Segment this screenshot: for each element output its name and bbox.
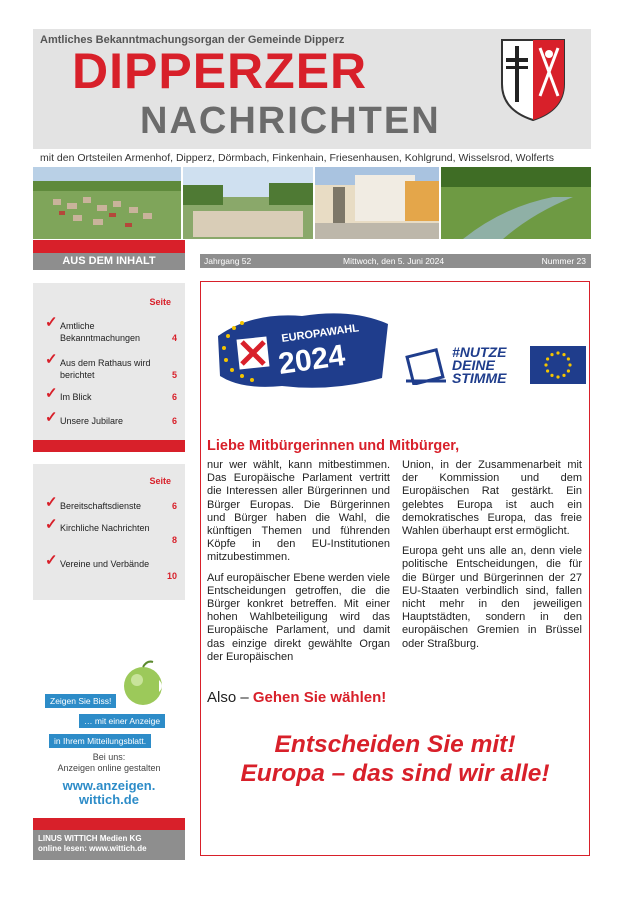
- apple-icon: [119, 658, 167, 706]
- contents-box-2: [33, 464, 185, 600]
- ad-tag-1: Zeigen Sie Biss!: [45, 694, 116, 708]
- ad-url-line1: www.anzeigen.: [62, 778, 156, 793]
- ad-tag-2: … mit einer Anzeige: [79, 714, 165, 728]
- toc-item-label: Aus dem Rathaus wird berichtet: [60, 358, 151, 380]
- article-paragraph: nur wer wählt, kann mitbestimmen. Das Europäische Parlament vertritt die Interessen aller Bürgerinnen und Bürger Europas. Die Bürgerinnen und Bürger haben die Wahl, die künftigen Themen und führenden Köpfe in den EU-Institutionen mitzubestimmen.: [207, 459, 390, 564]
- ad-tag-3: in Ihrem Mitteilungsblatt.: [49, 734, 151, 748]
- europawahl-banner: [212, 306, 392, 394]
- ad-online-text: [33, 752, 185, 774]
- issue-number: Nummer 23: [541, 256, 586, 266]
- seite-label: Seite: [149, 297, 171, 307]
- contents-box-1: [33, 283, 185, 440]
- eu-flag-icon: [530, 346, 586, 384]
- sidebar-red-bar: [33, 240, 185, 253]
- issue-info-bar: [200, 254, 591, 268]
- banner-year: 2024: [276, 338, 348, 381]
- toc-item-page: 5: [171, 370, 177, 380]
- sidebar-red-bar: [33, 440, 185, 452]
- sidebar-red-bar: [33, 818, 185, 830]
- checkmark-icon: ✓: [45, 494, 58, 511]
- publisher-name: LINUS WITTICH Medien KG: [38, 834, 142, 843]
- publisher-footer: [33, 830, 185, 860]
- checkmark-icon: ✓: [45, 516, 58, 533]
- article-paragraph: Union, in der Zusammenarbeit mit der Kommission und dem Europäischen Rat gestärkt. Ein gelebtes Europa ist auch ein demokratisches Europa, das freie Wahlen überhaupt erst ermöglicht.: [402, 459, 582, 538]
- hashtag-line2: DEINE: [452, 357, 495, 373]
- also-red-text: Gehen Sie wählen!: [252, 689, 387, 706]
- toc-item-label: Bereitschaftsdienste: [60, 501, 142, 511]
- title-nachrichten: NACHRICHTEN: [140, 100, 441, 142]
- coat-of-arms-icon: [498, 36, 568, 122]
- seite-label: Seite: [149, 476, 171, 486]
- toc-item-label: Kirchliche Nachrichten: [60, 523, 150, 533]
- slogan: [200, 730, 590, 788]
- also-prefix: Also –: [207, 689, 249, 706]
- toc-item-page: 10: [166, 571, 177, 581]
- toc-item-page: 6: [171, 501, 177, 511]
- toc-item-label: Amtliche Bekanntmachungen: [60, 321, 141, 343]
- contents-title: AUS DEM INHALT: [33, 253, 185, 270]
- header-photo-strip: [33, 167, 591, 239]
- ad-bei-line1: Bei uns:: [92, 752, 126, 762]
- greeting-heading: Liebe Mitbürgerinnen und Mitbürger,: [207, 438, 460, 454]
- issue-jahrgang: Jahrgang 52: [204, 256, 252, 266]
- ballot-box-icon: [404, 343, 448, 385]
- toc-item-page: 4: [171, 333, 177, 343]
- article-paragraph: Auf europäischer Ebene werden viele Entscheidungen getroffen, die die Bürger konkret betreffen. Mit einer hohen Wahlbeteiligung wird das Europäische Parlament, und damit das einzige direkt gewählte Organ der Europäischen: [207, 571, 390, 663]
- ad-url[interactable]: [33, 779, 185, 807]
- banner-word: EUROPAWAHL: [280, 322, 360, 345]
- slogan-line2: Europa – das sind wir alle!: [240, 760, 550, 787]
- issue-date: Mittwoch, den 5. Juni 2024: [343, 256, 445, 266]
- toc-item-label: Vereine und Verbände: [60, 559, 150, 569]
- title-dipperzer: DIPPERZER: [72, 43, 368, 99]
- hashtag-nutze-deine-stimme: [452, 346, 506, 385]
- article-column-2: [402, 459, 582, 658]
- checkmark-icon: ✓: [45, 409, 58, 426]
- ad-url-line2: wittich.de: [79, 792, 139, 807]
- slogan-line1: Entscheiden Sie mit!: [274, 731, 516, 758]
- toc-item-label: Unsere Jubilare: [60, 416, 124, 426]
- call-to-vote: [207, 689, 386, 706]
- checkmark-icon: ✓: [45, 552, 58, 569]
- toc-item-page: 6: [171, 416, 177, 426]
- article-column-1: [207, 459, 390, 671]
- checkmark-icon: ✓: [45, 314, 58, 331]
- ad-bei-line2: Anzeigen online gestalten: [57, 763, 161, 773]
- toc-item-label: Im Blick: [60, 392, 92, 402]
- checkmark-icon: ✓: [45, 385, 58, 402]
- toc-item-page: 6: [171, 392, 177, 402]
- town-list: mit den Ortsteilen Armenhof, Dipperz, Dörmbach, Finkenhain, Friesenhausen, Kohlgrund, Wisselsrod, Wolferts: [33, 150, 598, 166]
- toc-item-page: 8: [171, 535, 177, 545]
- publisher-url[interactable]: online lesen: www.wittich.de: [38, 844, 147, 853]
- article-paragraph: Europa geht uns alle an, denn viele politische Entscheidungen, die für die Bürger und Bürgerinnen der 27 EU-Staaten verbindlich sind, fallen nicht mehr in den jeweiligen Hauptstädten, sondern in den europäischen Gremien in Brüssel oder Straßburg.: [402, 545, 582, 650]
- organ-line: Amtliches Bekanntmachungsorgan der Gemeinde Dipperz: [40, 34, 345, 46]
- hashtag-line1: #NUTZE: [452, 344, 507, 360]
- hashtag-line3: STIMME: [452, 370, 507, 386]
- checkmark-icon: ✓: [45, 351, 58, 368]
